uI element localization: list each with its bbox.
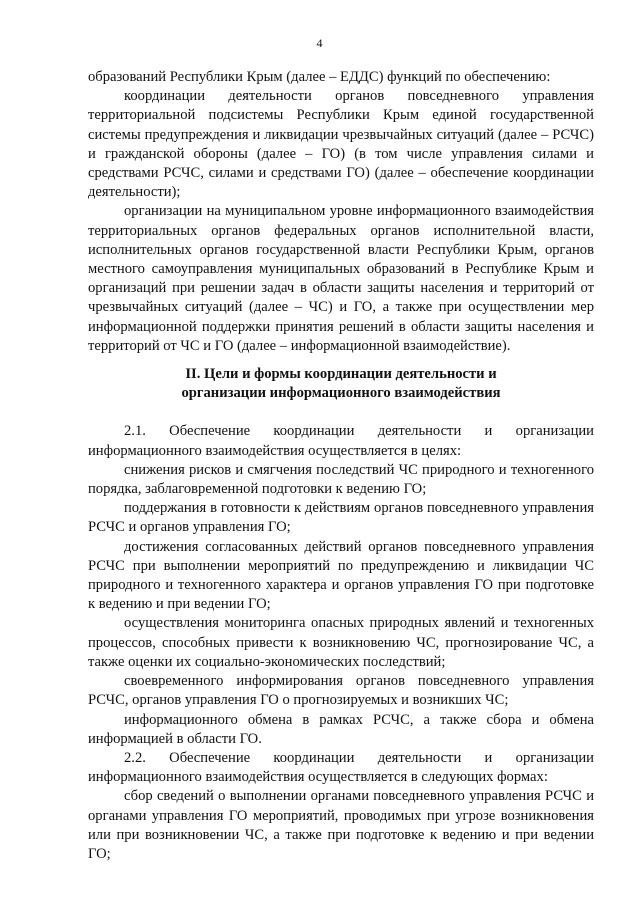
intro-paragraphs: [88, 68, 594, 356]
paragraph: информационного обмена в рамках РСЧС, а также сбора и обмена информацией в области ГО.: [88, 711, 594, 747]
paragraph: 2.1. Обеспечение координации деятельности и организации информационного взаимодействия осуществляется в целях:: [88, 423, 594, 459]
paragraph: координации деятельности органов повседневного управления территориальной подсистемы Республики Крым единой государственной системы предупреждения и ликвидации чрезвычайных ситуаций (далее – РСЧС) и гражданской обороны (далее – ГО) (в том числе управления силами и средствами РСЧС, силами и средствами ГО) (далее – обеспечение координации деятельности);: [88, 88, 594, 201]
section-heading: [88, 365, 594, 403]
page-number: 4: [316, 36, 323, 50]
document-body: [88, 68, 594, 864]
section-heading-line-2: организации информационного взаимодействия: [181, 385, 501, 402]
paragraph: сбор сведений о выполнении органами повседневного управления РСЧС и органами управления ГО мероприятий, проводимых при угрозе возникновения или при возникновении ЧС, а также при подготовке к ведению и при ведении ГО;: [88, 788, 594, 862]
paragraph: осуществления мониторинга опасных природных явлений и техногенных процессов, способных привести к возникновению ЧС, прогнозирование ЧС, а также оценки их социально-экономических последствий;: [88, 615, 594, 670]
paragraph: образований Республики Крым (далее – ЕДДС) функций по обеспечению:: [88, 69, 551, 85]
paragraph: снижения рисков и смягчения последствий ЧС природного и техногенного порядка, заблаговременной подготовки к ведению ГО;: [88, 461, 594, 498]
section-heading-line-1: II. Цели и формы координации деятельности и: [185, 366, 497, 383]
paragraph: организации на муниципальном уровне информационного взаимодействия территориальных органов федеральных органов исполнительной власти, исполнительных органов государственной власти Республики Крым, органов местного самоуправления муниципальных образований в Республике Крым и организаций при решении задач в области защиты населения и территорий от чрезвычайных ситуаций (далее – ЧС) и ГО, а также при осуществлении мер информационной поддержки принятия решений в области защиты населения и территорий от ЧС и ГО (далее – информационной взаимодействие).: [88, 203, 594, 354]
paragraph: достижения согласованных действий органов повседневного управления РСЧС при выполнении мероприятий по предупреждению и ликвидации ЧС природного и техногенного характера и органов управления ГО при подготовке к ведению и при ведении ГО;: [88, 538, 594, 613]
paragraph: 2.2. Обеспечение координации деятельности и организации информационного взаимодействия осуществляется в следующих формах:: [88, 749, 594, 786]
paragraph: поддержания в готовности к действиям органов повседневного управления РСЧС и органов управления ГО;: [88, 500, 594, 536]
section-paragraphs: [88, 422, 594, 864]
paragraph: своевременного информирования органов повседневного управления РСЧС, органов управления ГО о прогнозируемых и возникших ЧС;: [88, 673, 594, 709]
